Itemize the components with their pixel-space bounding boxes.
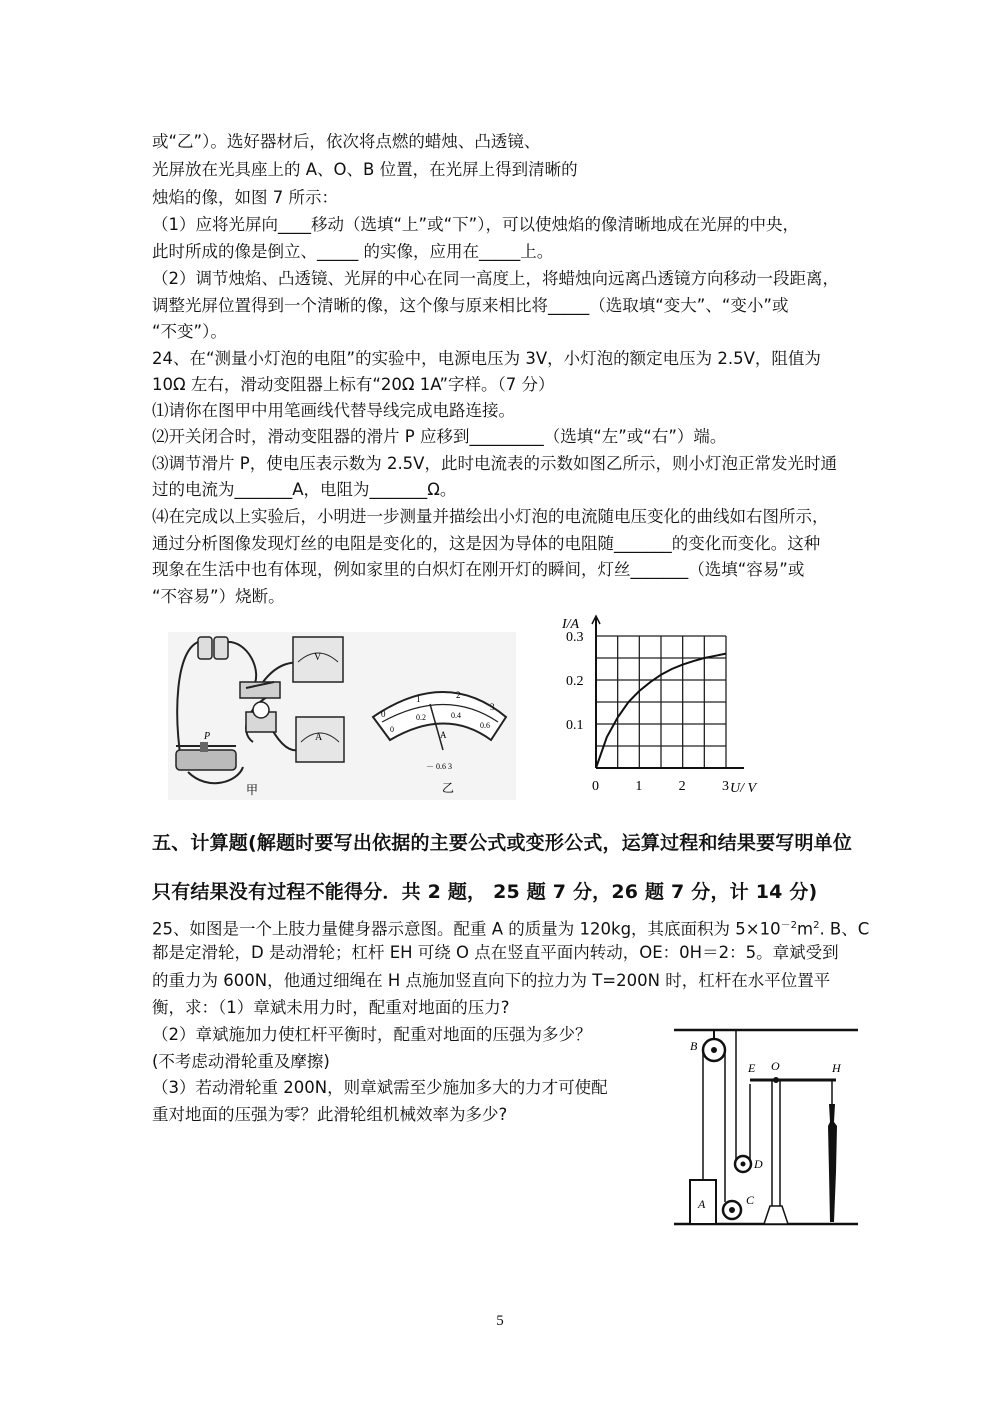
- lever-post: [772, 1080, 780, 1210]
- circuit-figure: [168, 632, 516, 800]
- q23-line-4: （1）应将光屏向____移动（选填“上”或“下”），可以使烛焰的像清晰地成在光屏的中央，: [152, 215, 799, 234]
- pivot-o: [773, 1077, 779, 1083]
- q24-line-7: ⑷在完成以上实验后，小明进一步测量并描绘出小灯泡的电流随电压变化的曲线如右图所示，: [152, 507, 829, 526]
- q25-line-5: （2）章斌施加力使杠杆平衡时，配重对地面的压强为多少？: [152, 1025, 592, 1044]
- q25-unit: m: [796, 919, 814, 939]
- q24-line-2: 10Ω 左右，滑动变阻器上标有“20Ω 1A”字样。（7 分）: [152, 375, 555, 394]
- q23-line-5: 此时所成的像是倒立、_____ 的实像，应用在_____上。: [152, 242, 554, 261]
- q25-line-4: 衡，求：（1）章斌未用力时，配重对地面的压力?: [152, 998, 510, 1017]
- label-h: H: [832, 1061, 841, 1075]
- dial-bottom-tick: 0.4: [451, 711, 461, 720]
- q24-line-6: 过的电流为_______A，电阻为_______Ω。: [152, 480, 457, 499]
- label-c: C: [746, 1193, 755, 1207]
- q23-line-3: 烛焰的像，如图 7 所示：: [152, 188, 338, 207]
- q24-line-8: 通过分析图像发现灯丝的电阻是变化的，这是因为导体的电阻随_______的变化而变化。这种: [152, 534, 821, 553]
- label-a: A: [698, 1197, 706, 1211]
- q25-line-1-tail: . B、C: [819, 919, 870, 939]
- label-b: B: [690, 1039, 698, 1053]
- label-o: O: [771, 1059, 780, 1073]
- dial-top-tick: 3: [490, 702, 495, 712]
- dial-unit: A: [440, 730, 447, 740]
- dial-top-tick: 1: [416, 694, 421, 704]
- y-tick-label: 0.2: [566, 674, 584, 689]
- dial-top-tick: 2: [456, 690, 461, 700]
- q24-line-4: ⑵开关闭合时，滑动变阻器的滑片 P 应移到_________（选填“左”或“右”）端。: [152, 427, 727, 446]
- q24-line-10: “不容易”）烧断。: [152, 587, 285, 606]
- post-base: [764, 1206, 788, 1224]
- q25-unit-exponent: 2: [813, 920, 820, 931]
- q24-line-5: ⑶调节滑片 P，使电压表示数为 2.5V，此时电流表的示数如图乙所示，则小灯泡正常发光时通: [152, 454, 837, 473]
- q25-exponent: －2: [780, 920, 797, 931]
- q23-line-8: “不变”）。: [152, 322, 227, 341]
- rheostat: [176, 750, 236, 770]
- page-number: 5: [496, 1313, 504, 1329]
- q24-line-1: 24、在“测量小灯泡的电阻”的实验中，电源电压为 3V，小灯泡的额定电压为 2.5V，阻值为: [152, 349, 821, 368]
- rheostat-slider: [200, 742, 208, 752]
- q24-line-9: 现象在生活中也有体现，例如家里的白炽灯在刚开灯的瞬间，灯丝_______（选填“容易”或: [152, 560, 805, 579]
- voltmeter-letter: V: [314, 652, 322, 663]
- q25-line-8: 重对地面的压强为零？此滑轮组机械效率为多少?: [152, 1105, 508, 1124]
- x-tick-label: 3: [722, 779, 729, 794]
- battery-cell: [214, 637, 228, 659]
- slider-letter: P: [204, 731, 211, 742]
- figure-label-yi: 乙: [442, 781, 455, 795]
- x-tick-label: 0: [592, 779, 599, 794]
- pulley-d-axle: [741, 1162, 746, 1167]
- q24-line-3: ⑴请你在图甲中用笔画线代替导线完成电路连接。: [152, 401, 515, 420]
- x-tick-label: 1: [635, 779, 643, 794]
- q25-line-2: 都是定滑轮，D 是动滑轮；杠杆 EH 可绕 O 点在竖直平面内转动，OE：0H＝2：5。章斌受到: [152, 943, 839, 962]
- dial-bottom-tick: 0: [390, 725, 394, 734]
- q25-line-7: （3）若动滑轮重 200N，则章斌需至少施加多大的力才可使配: [152, 1078, 608, 1097]
- person: [828, 1104, 837, 1222]
- figure-label-jia: 甲: [246, 783, 259, 797]
- q25-line-6: (不考虑动滑轮重及摩擦): [152, 1052, 330, 1071]
- section5-heading-line-1: 五、计算题(解题时要写出依据的主要公式或变形公式，运算过程和结果要写明单位: [152, 832, 853, 854]
- ammeter-letter: A: [315, 732, 323, 743]
- section5-heading-line-2: 只有结果没有过程不能得分．共 2 题， 25 题 7 分，26 题 7 分，计 14 分): [152, 881, 818, 903]
- dial-top-tick: 0: [381, 709, 386, 719]
- q23-line-1: 或“乙”）。选好器材后，依次将点燃的蜡烛、凸透镜、: [152, 132, 541, 151]
- y-axis-label: I/A: [562, 617, 580, 632]
- iu-chart: [548, 608, 773, 798]
- y-tick-label: 0.3: [566, 630, 584, 645]
- gym-machine-figure: [666, 1022, 866, 1232]
- q23-line-2: 光屏放在光具座上的 A、O、B 位置，在光屏上得到清晰的: [152, 160, 578, 179]
- x-axis-label: U/ V: [730, 781, 757, 796]
- q25-line-1-text: 25、如图是一个上肢力量健身器示意图。配重 A 的质量为 120kg，其底面积为 5×10: [152, 919, 781, 939]
- lamp-bulb: [253, 702, 269, 718]
- dial-bottom-tick: 0.2: [416, 713, 426, 722]
- pulley-b-axle: [711, 1047, 717, 1053]
- label-e: E: [748, 1061, 756, 1075]
- q25-line-1: [152, 914, 869, 942]
- pulley-c-axle: [729, 1207, 735, 1213]
- dial-bottom-tick: 0.6: [480, 721, 490, 730]
- label-d: D: [754, 1157, 763, 1171]
- battery-cell: [198, 637, 212, 659]
- q25-line-3: 的重力为 600N，他通过细绳在 H 点施加竖直向下的拉力为 T=200N 时，杠杆在水平位置平: [152, 971, 831, 990]
- dial-terminals: － 0.6 3: [426, 762, 452, 771]
- q23-line-6: （2）调节烛焰、凸透镜、光屏的中心在同一高度上，将蜡烛向远离凸透镜方向移动一段距离，: [152, 269, 839, 288]
- q23-line-7: 调整光屏位置得到一个清晰的像，这个像与原来相比将_____（选取填“变大”、“变小”或: [152, 296, 789, 315]
- y-tick-label: 0.1: [566, 718, 584, 733]
- x-tick-label: 2: [678, 779, 686, 794]
